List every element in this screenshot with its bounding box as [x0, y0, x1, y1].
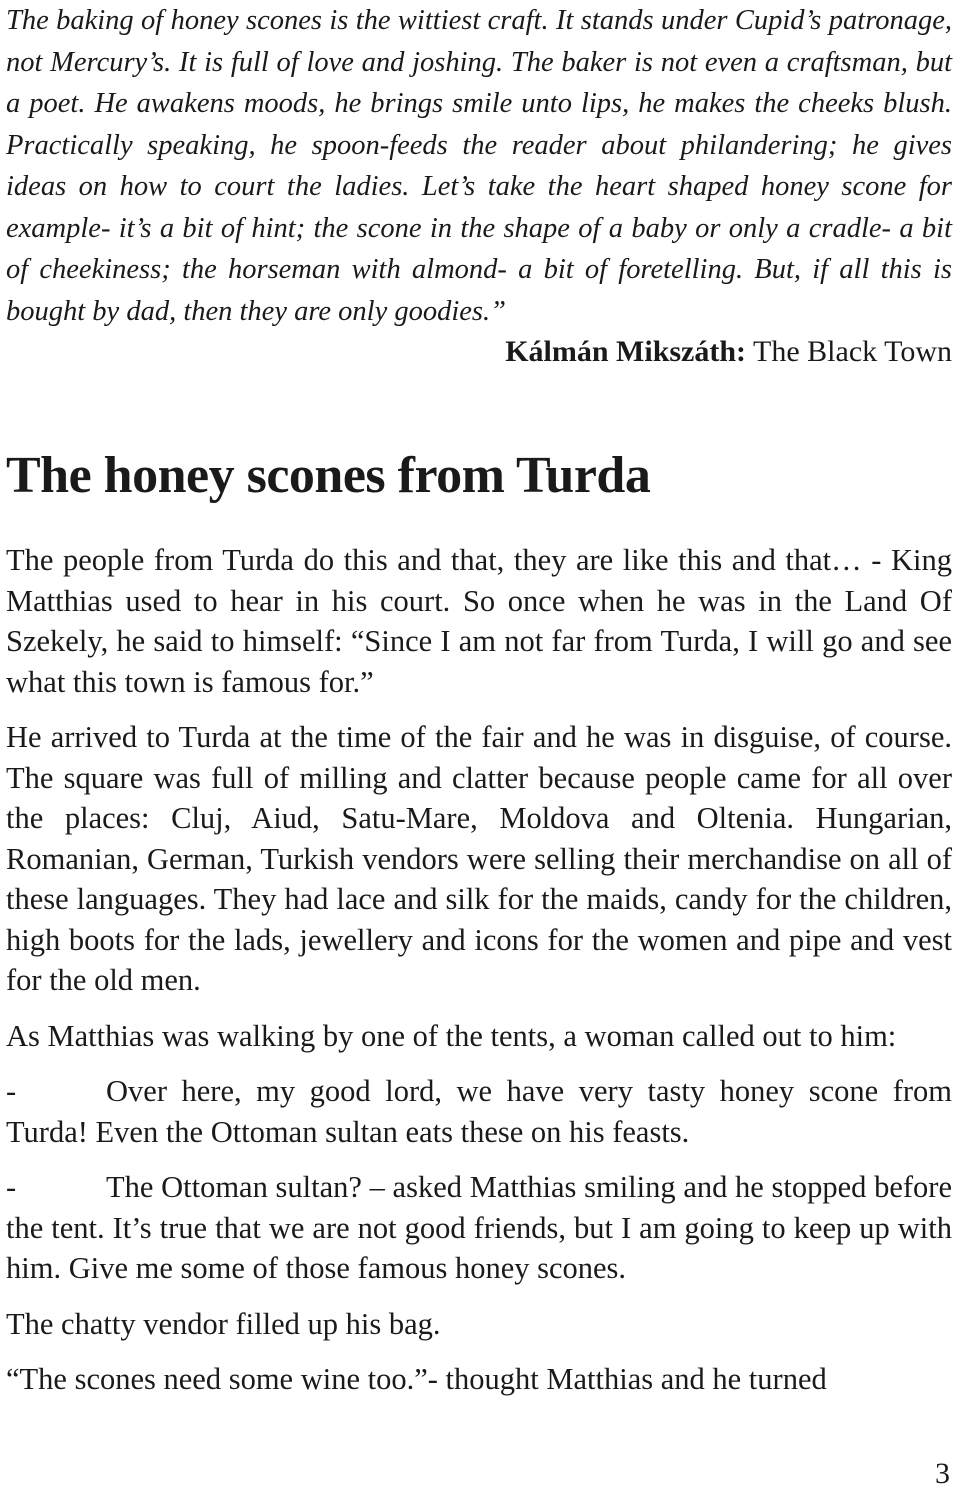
dialogue-dash: - [6, 1170, 17, 1204]
paragraph-4-text: Over here, my good lord, we have very tasty honey scone from Turda! Even the Ottoman sultan eats these on his feasts. [6, 1074, 952, 1149]
paragraph-2: He arrived to Turda at the time of the fair and he was in disguise, of course. The square was full of milling and clatter because people came for all over the places: Cluj, Aiud, Satu-Mare, Moldova and Oltenia. Hungarian, Romanian, German, Turkish vendors were selling their merchandise on all of these languages. They had lace and silk for the maids, candy for the children, high boots for the lads, jewellery and icons for the women and pipe and vest for the old men. [6, 720, 952, 997]
paragraph-4 [6, 1071, 952, 1152]
epigraph-attribution [6, 332, 952, 372]
epigraph-author: Kálmán Mikszáth: [505, 335, 747, 368]
section-heading: The honey scones from Turda [6, 447, 651, 504]
body-text [6, 540, 952, 1415]
paragraph-1: The people from Turda do this and that, they are like this and that… - King Matthias used to hear in his court. So once when he was in the Land Of Szekely, he said to himself: “Since I am not far from Turda, I will go and see what this town is famous for.” [6, 543, 952, 699]
page-number: 3 [935, 1457, 950, 1490]
dialogue-dash: - [6, 1074, 17, 1108]
paragraph-7: “The scones need some wine too.”- thought Matthias and he turned [6, 1362, 827, 1396]
document-page [6, 0, 952, 1396]
paragraph-3: As Matthias was walking by one of the tents, a woman called out to him: [6, 1018, 897, 1053]
paragraph-5-text: The Ottoman sultan? – asked Matthias smiling and he stopped before the tent. It’s true that we are not good friends, but I am going to keep up with him. Give me some of those famous honey scones. [6, 1170, 952, 1285]
paragraph-5 [6, 1167, 952, 1289]
epigraph-quote: The baking of honey scones is the wittiest craft. It stands under Cupid’s patronage, not Mercury’s. It is full of love and joshing. The baker is not even a craftsman, but a poet. He awakens moods, he brings smile unto lips, he makes the cheeks blush. Practically speaking, he spoon-feeds the reader about philandering; he gives ideas on how to court the ladies. Let’s take the heart shaped honey scone for example- it’s a bit of hint; the scone in the shape of a baby or only a cradle- a bit of cheekiness; the horseman with almond- a bit of foretelling. But, if all this is bought by dad, then they are only goodies.” [6, 5, 952, 327]
epigraph-work: The Black Town [753, 335, 952, 368]
paragraph-6: The chatty vendor filled up his bag. [6, 1306, 441, 1341]
